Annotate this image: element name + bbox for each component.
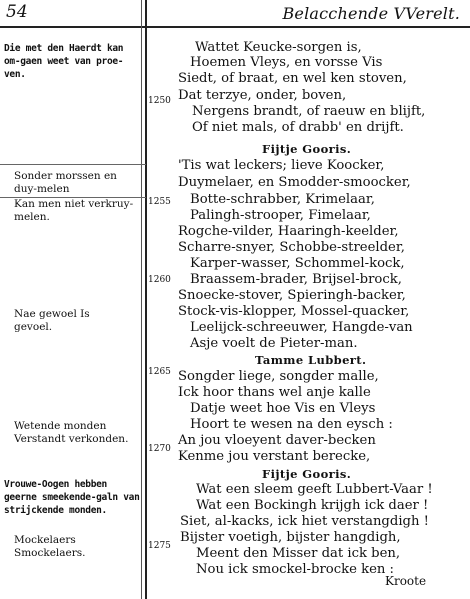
verse-line: Siedt, of braat, en wel ken stoven, (178, 71, 407, 86)
verse-line: Hoemen Vleys, en vorsse Vis (190, 55, 383, 70)
page-number: 54 (6, 2, 28, 22)
line-number: 1270 (148, 444, 171, 454)
margin-note: Vrouwe-Oogen hebben geerne smeekende-galn van strijckende monden. (4, 479, 140, 516)
line-number: 1275 (148, 541, 171, 551)
margin-note: Kan men niet verkruy-melen. (14, 198, 134, 223)
verse-line: 'Tis wat leckers; lieve Koocker, (178, 158, 385, 173)
verse-line: Duymelaer, en Smodder-smoocker, (178, 175, 411, 190)
verse-line: Of niet mals, of drabb' en drijft. (192, 120, 404, 135)
margin-note: Nae gewoel Is gevoel. (14, 308, 90, 333)
verse-line: Kenme jou verstant berecke, (178, 449, 371, 464)
verse-line: Wattet Keucke-sorgen is, (195, 40, 362, 55)
verse-line: Wat een Bockingh krijgh ick daer ! (196, 498, 429, 513)
verse-line: Songder liege, songder malle, (178, 369, 379, 384)
speaker-name: Fijtje Gooris. (262, 142, 352, 156)
verse-line: Datje weet hoe Vis en Vleys (190, 401, 376, 416)
verse-line: Siet, al-kacks, ick hiet verstangdigh ! (180, 514, 429, 529)
margin-note: Wetende monden Verstandt verkonden. (14, 420, 129, 445)
line-number: 1250 (148, 96, 171, 106)
verse-line: An jou vloeyent daver-becken (178, 433, 376, 448)
verse-line: Stock-vis-klopper, Mossel-quacker, (178, 304, 410, 319)
verse-line: Nou ick smockel-brocke ken : (196, 562, 394, 577)
verse-line: Asje voelt de Pieter-man. (190, 336, 358, 351)
line-number: 1260 (148, 275, 171, 285)
verse-line: Leelijck-schreeuwer, Hangde-van (190, 320, 413, 335)
speaker-name: Tamme Lubbert. (255, 353, 367, 367)
margin-note: Sonder morssen en duy-melen (14, 170, 117, 195)
line-number: 1255 (148, 197, 171, 207)
catchword: Kroote (385, 574, 427, 588)
verse-line: Bijster voetigh, bijster hangdigh, (180, 530, 401, 545)
verse-line: Dat terzye, onder, boven, (178, 88, 347, 103)
margin-note: Die met den Haerdt kan om-gaen weet van proe-ven. (4, 43, 124, 80)
verse-line: Botte-schrabber, Krimelaar, (190, 192, 375, 207)
verse-line: Meent den Misser dat ick ben, (196, 546, 401, 561)
verse-line: Braassem-brader, Brijsel-brock, (190, 272, 402, 287)
line-number: 1265 (148, 367, 171, 377)
verse-line: Scharre-snyer, Schobbe-streelder, (178, 240, 405, 255)
verse-line: Palingh-strooper, Fimelaar, (190, 208, 371, 223)
verse-line: Ick hoor thans wel anje kalle (178, 385, 371, 400)
margin-rule (0, 164, 146, 165)
verse-line: Snoecke-stover, Spieringh-backer, (178, 288, 406, 303)
verse-line: Hoort te wesen na den eysch : (190, 417, 393, 432)
verse-line: Wat een sleem geeft Lubbert-Vaar ! (196, 482, 433, 497)
margin-divider (145, 0, 147, 599)
margin-note: Mockelaers Smockelaers. (14, 534, 86, 559)
speaker-name: Fijtje Gooris. (262, 467, 352, 481)
verse-line: Nergens brandt, of raeuw en blijft, (192, 104, 426, 119)
verse-line: Rogche-vilder, Haaringh-keelder, (178, 224, 399, 239)
verse-line: Karper-wasser, Schommel-kock, (190, 256, 405, 271)
header-rule (0, 26, 470, 28)
running-head: Belacchende VVerelt. (282, 4, 460, 23)
